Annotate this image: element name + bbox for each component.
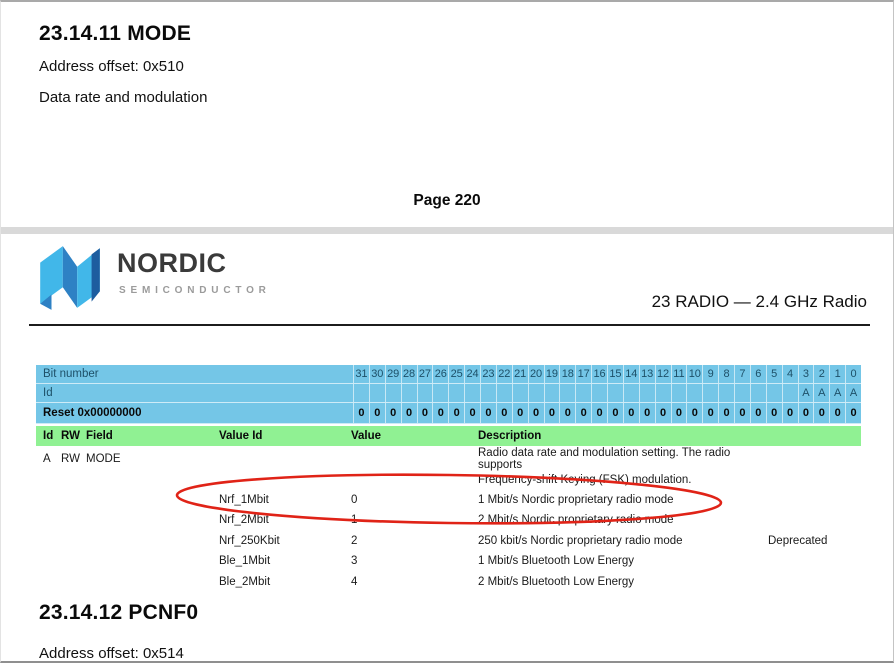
bit-number-cell: 13 xyxy=(639,365,655,383)
bit-number-cell: 15 xyxy=(607,365,623,383)
reset-value-cell: 0 xyxy=(575,403,591,423)
field-table-row xyxy=(36,551,861,571)
bit-number-cell: 22 xyxy=(496,365,512,383)
bit-number-cell: 23 xyxy=(480,365,496,383)
bit-number-cell: 4 xyxy=(782,365,798,383)
reset-value-cell: 0 xyxy=(702,403,718,423)
reset-row xyxy=(36,403,861,424)
field-table-row xyxy=(36,469,861,489)
row-description: 250 kbit/s Nordic proprietary radio mode xyxy=(478,534,683,547)
bit-number-cell: 27 xyxy=(417,365,433,383)
reset-value-cell: 0 xyxy=(417,403,433,423)
reset-value-cell: 0 xyxy=(734,403,750,423)
reset-value-cell: 0 xyxy=(766,403,782,423)
col-header-id: Id xyxy=(43,430,54,442)
col-header-description: Description xyxy=(478,430,542,442)
bit-number-cell: 9 xyxy=(702,365,718,383)
reset-value-cell: 0 xyxy=(432,403,448,423)
reset-value-cell: 0 xyxy=(480,403,496,423)
reset-value-cell: 0 xyxy=(782,403,798,423)
chapter-header: 23 RADIO — 2.4 GHz Radio xyxy=(651,292,867,311)
id-flag-cell xyxy=(353,384,369,402)
id-flag-cell xyxy=(575,384,591,402)
id-flag-cells xyxy=(353,384,861,402)
logo-subbrand-text: SEMICONDUCTOR xyxy=(119,285,271,296)
id-flag-cell xyxy=(512,384,528,402)
bit-number-cell: 16 xyxy=(591,365,607,383)
row-rw: RW xyxy=(61,453,80,466)
reset-value-cell: 0 xyxy=(671,403,687,423)
bit-number-cell: 18 xyxy=(559,365,575,383)
bit-number-row xyxy=(36,365,861,384)
reset-value-cell: 0 xyxy=(385,403,401,423)
row-description: Frequency-shift Keying (FSK) modulation. xyxy=(478,473,692,486)
id-flag-cell xyxy=(401,384,417,402)
page-number: Page 220 xyxy=(413,192,481,209)
row-description: 2 Mbit/s Nordic proprietary radio mode xyxy=(478,514,674,527)
row-description: 1 Mbit/s Nordic proprietary radio mode xyxy=(478,493,674,506)
row-value: 4 xyxy=(351,575,358,588)
reset-value-cell: 0 xyxy=(798,403,814,423)
id-flag-cell xyxy=(559,384,575,402)
row-value-id: Ble_2Mbit xyxy=(219,575,271,588)
field-table-row xyxy=(36,571,861,591)
id-flag-cell xyxy=(686,384,702,402)
col-header-rw: RW xyxy=(61,430,80,442)
bit-number-cell: 19 xyxy=(544,365,560,383)
section-heading-mode: 23.14.11 MODE xyxy=(39,22,192,45)
reset-value-cell: 0 xyxy=(496,403,512,423)
field-table-row xyxy=(36,490,861,510)
col-header-value-id: Value Id xyxy=(219,430,263,442)
bit-number-cell: 2 xyxy=(813,365,829,383)
id-flag-cell: A xyxy=(798,384,814,402)
bit-number-cell: 1 xyxy=(829,365,845,383)
bit-number-cell: 30 xyxy=(369,365,385,383)
reset-value-cell: 0 xyxy=(750,403,766,423)
row-id: A xyxy=(43,453,51,466)
bit-number-cell: 11 xyxy=(671,365,687,383)
bit-number-cell: 25 xyxy=(448,365,464,383)
reset-value-cell: 0 xyxy=(655,403,671,423)
row-value: 3 xyxy=(351,555,358,568)
logo-brand-text: NORDIC xyxy=(117,248,227,278)
row-value: 1 xyxy=(351,514,358,527)
id-flag-cell xyxy=(734,384,750,402)
id-flag-cell xyxy=(591,384,607,402)
row-value-id: Nrf_2Mbit xyxy=(219,514,269,527)
bit-number-cell: 7 xyxy=(734,365,750,383)
field-table-header xyxy=(36,426,861,446)
row-value-id: Nrf_1Mbit xyxy=(219,493,269,506)
row-description: Radio data rate and modulation setting. The radio supports xyxy=(478,447,731,472)
reset-value-cell: 0 xyxy=(591,403,607,423)
register-description: Data rate and modulation xyxy=(39,89,208,106)
col-header-value: Value xyxy=(351,430,382,442)
row-description: 2 Mbit/s Bluetooth Low Energy xyxy=(478,575,634,588)
bit-number-cell: 8 xyxy=(718,365,734,383)
section-heading-pcnf0: 23.14.12 PCNF0 xyxy=(39,601,199,624)
reset-value-cell: 0 xyxy=(448,403,464,423)
reset-value-cell: 0 xyxy=(639,403,655,423)
reset-value-cell: 0 xyxy=(686,403,702,423)
reset-value-cell: 0 xyxy=(401,403,417,423)
id-flag-cell xyxy=(528,384,544,402)
reset-value-cell: 0 xyxy=(464,403,480,423)
id-flag-cell xyxy=(750,384,766,402)
id-flag-cell: A xyxy=(829,384,845,402)
reset-value-cell: 0 xyxy=(512,403,528,423)
bit-number-cell: 10 xyxy=(686,365,702,383)
bit-number-cell: 14 xyxy=(623,365,639,383)
reset-value-cell: 0 xyxy=(845,403,861,423)
bit-number-cell: 3 xyxy=(798,365,814,383)
id-flag-cell: A xyxy=(845,384,861,402)
id-flag-cell xyxy=(544,384,560,402)
id-flag-cell xyxy=(417,384,433,402)
id-flag-cell xyxy=(655,384,671,402)
id-flag-cell xyxy=(480,384,496,402)
row-note: Deprecated xyxy=(768,534,828,547)
id-flag-cell xyxy=(369,384,385,402)
id-flag-cell xyxy=(623,384,639,402)
header-rule xyxy=(29,324,870,326)
row-value: 2 xyxy=(351,534,358,547)
bit-number-cell: 0 xyxy=(845,365,861,383)
reset-value-cell: 0 xyxy=(607,403,623,423)
row-field: MODE xyxy=(86,453,121,466)
id-flag-cell xyxy=(607,384,623,402)
bit-number-cell: 26 xyxy=(432,365,448,383)
page-separator xyxy=(1,227,894,234)
id-flag-cell: A xyxy=(813,384,829,402)
id-flag-cell xyxy=(385,384,401,402)
bit-number-cell: 29 xyxy=(385,365,401,383)
field-table-row xyxy=(36,531,861,551)
reset-value-cell: 0 xyxy=(829,403,845,423)
id-flag-cell xyxy=(448,384,464,402)
id-flag-cell xyxy=(639,384,655,402)
bit-number-cell: 12 xyxy=(655,365,671,383)
bit-number-label: Bit number xyxy=(43,368,99,380)
col-header-field: Field xyxy=(86,430,113,442)
reset-value-cell: 0 xyxy=(353,403,369,423)
row-description: 1 Mbit/s Bluetooth Low Energy xyxy=(478,555,634,568)
reset-value-cell: 0 xyxy=(528,403,544,423)
id-flag-cell xyxy=(766,384,782,402)
field-table-row xyxy=(36,447,861,472)
nordic-logo-icon xyxy=(36,240,104,314)
reset-value-cell: 0 xyxy=(813,403,829,423)
id-flag-cell xyxy=(718,384,734,402)
field-table-row xyxy=(36,510,861,530)
bit-number-cell: 6 xyxy=(750,365,766,383)
reset-value-cells xyxy=(353,403,861,423)
reset-row-label: Reset 0x00000000 xyxy=(43,407,142,419)
bit-number-cell: 31 xyxy=(353,365,369,383)
bit-number-cell: 5 xyxy=(766,365,782,383)
address-offset-0x510: Address offset: 0x510 xyxy=(39,58,184,75)
register-bitfield-table xyxy=(36,365,861,592)
reset-value-cell: 0 xyxy=(369,403,385,423)
id-row-label: Id xyxy=(43,387,53,399)
id-flag-cell xyxy=(671,384,687,402)
reset-value-cell: 0 xyxy=(544,403,560,423)
row-value: 0 xyxy=(351,493,358,506)
bit-number-cell: 28 xyxy=(401,365,417,383)
bit-number-cell: 21 xyxy=(512,365,528,383)
id-flag-cell xyxy=(496,384,512,402)
id-flag-cell xyxy=(702,384,718,402)
row-value-id: Ble_1Mbit xyxy=(219,555,271,568)
field-table-rows xyxy=(36,446,861,592)
row-value-id: Nrf_250Kbit xyxy=(219,534,280,547)
id-row xyxy=(36,384,861,403)
bit-number-cells xyxy=(353,365,861,383)
bit-number-cell: 17 xyxy=(575,365,591,383)
id-flag-cell xyxy=(464,384,480,402)
reset-value-cell: 0 xyxy=(718,403,734,423)
address-offset-0x514: Address offset: 0x514 xyxy=(39,645,184,662)
reset-value-cell: 0 xyxy=(623,403,639,423)
bit-number-cell: 20 xyxy=(528,365,544,383)
id-flag-cell xyxy=(782,384,798,402)
reset-value-cell: 0 xyxy=(559,403,575,423)
id-flag-cell xyxy=(432,384,448,402)
bit-number-cell: 24 xyxy=(464,365,480,383)
